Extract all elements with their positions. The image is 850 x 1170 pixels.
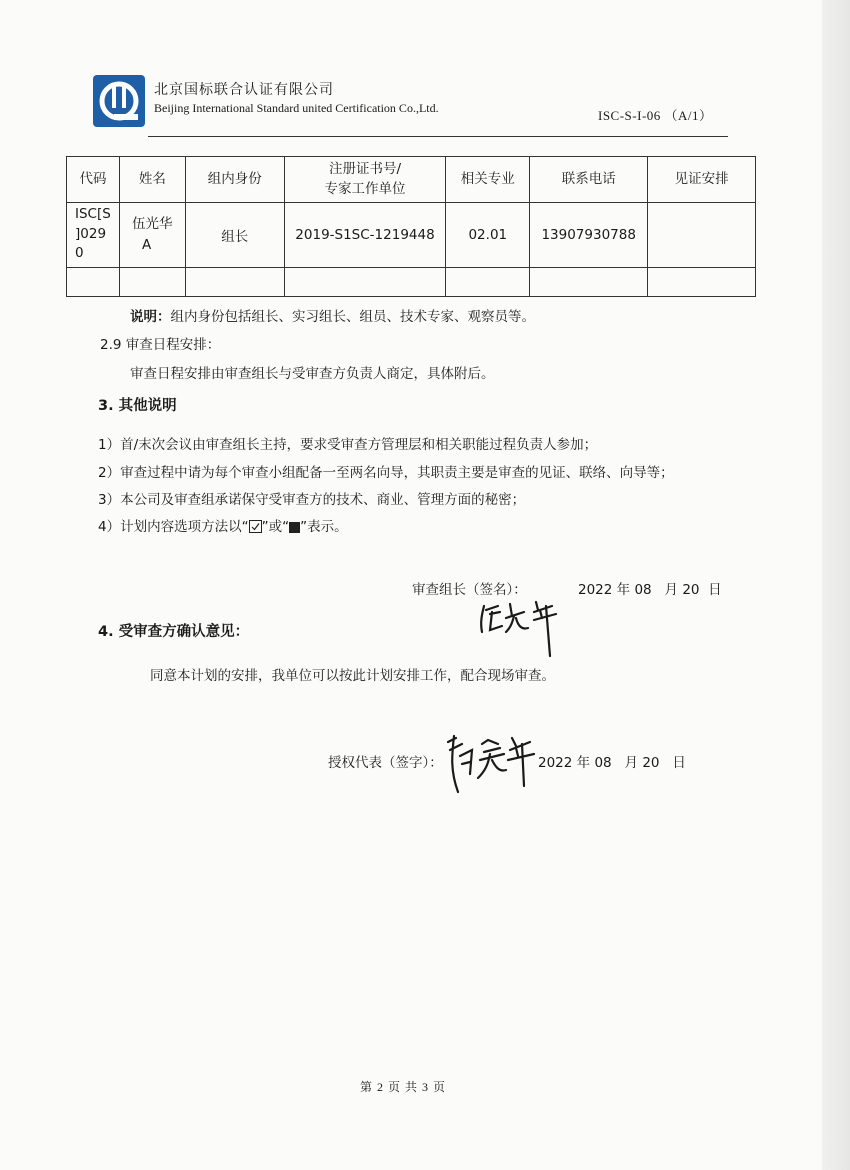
header-code: 代码 (67, 157, 120, 203)
leader-month: 08 (634, 582, 652, 598)
leader-sign-label: 审查组长（签名）： (412, 582, 527, 598)
checkbox-checked-icon (249, 520, 262, 533)
audit-team-table (66, 156, 756, 297)
section3-item-4 (98, 515, 348, 535)
rep-day-unit: 日 (672, 755, 686, 771)
item4-start: 4）计划内容选项方法以“ (98, 519, 249, 535)
table-row-empty (67, 267, 756, 296)
cell-phone: 13907930788 (530, 202, 648, 267)
schedule-body: 审查日程安排由审查组长与受审查方负责人商定，具体附后。 (130, 366, 495, 382)
header-specialty: 相关专业 (446, 157, 530, 203)
header-witness: 见证安排 (648, 157, 756, 203)
document-code: ISC-S-I-06 （A/1） (598, 108, 713, 123)
rep-year: 2022 (538, 755, 573, 771)
header-phone: 联系电话 (530, 157, 648, 203)
item4-end: ”表示。 (300, 519, 348, 535)
section4-title: 4. 受审查方确认意见： (98, 624, 250, 640)
table-header-row (67, 157, 756, 203)
company-name-cn: 北京国标联合认证有限公司 (154, 82, 334, 98)
leader-day: 20 (682, 582, 700, 598)
section3-item-1: 1）首/末次会议由审查组长主持，要求受审查方管理层和相关职能过程负责人参加； (98, 437, 598, 453)
code-line3: 0 (75, 245, 84, 262)
company-name-en: Beijing International Standard united Certification Co.,Ltd. (154, 101, 439, 115)
schedule-title: 2.9 审查日程安排： (100, 337, 221, 353)
cell-witness (648, 202, 756, 267)
leader-month-unit: 月 (664, 582, 679, 598)
rep-sign-date (538, 751, 686, 771)
name-line2: A (141, 236, 152, 253)
code-line2: ]029 (75, 225, 107, 242)
cell-role: 组长 (185, 202, 284, 267)
scan-edge (822, 0, 850, 1170)
name-line1: 伍光华 (131, 216, 173, 233)
leader-signature-icon (476, 596, 572, 660)
cell-name (119, 202, 185, 267)
note-label: 说明： (130, 309, 171, 325)
table-note (130, 305, 535, 325)
leader-year: 2022 (578, 582, 613, 598)
page-number: 第 2 页 共 3 页 (360, 1080, 447, 1094)
company-logo-icon (92, 74, 146, 128)
cell-specialty: 02.01 (446, 202, 530, 267)
section4-body: 同意本计划的安排，我单位可以按此计划安排工作，配合现场审查。 (150, 668, 555, 684)
leader-sign-date (578, 578, 722, 598)
note-text: 组内身份包括组长、实习组长、组员、技术专家、观察员等。 (170, 309, 535, 325)
rep-sign-label: 授权代表（签字）： (328, 755, 443, 771)
section3-item-3: 3）本公司及审查组承诺保守受审查方的技术、商业、管理方面的秘密； (98, 492, 526, 508)
section3-title: 3. 其他说明 (98, 398, 177, 414)
item4-mid: ”或“ (261, 519, 290, 535)
rep-month: 08 (594, 755, 612, 771)
header-name: 姓名 (119, 157, 185, 203)
table-row (67, 202, 756, 267)
leader-year-unit: 年 (616, 582, 631, 598)
header-registration-line1: 注册证书号/ (328, 161, 402, 177)
cell-code (67, 202, 120, 267)
code-line1: ISC[S (75, 206, 111, 223)
leader-day-unit: 日 (708, 582, 722, 598)
header-registration (284, 157, 446, 203)
section3-item-2: 2）审查过程中请为每个审查小组配备一至两名向导，其职责主要是审查的见证、联络、向导等； (98, 465, 674, 481)
header-divider (148, 136, 728, 137)
representative-signature-icon (438, 730, 542, 798)
cell-registration: 2019-S1SC-1219448 (284, 202, 446, 267)
rep-month-unit: 月 (624, 755, 639, 771)
rep-day: 20 (642, 755, 660, 771)
filled-square-icon (289, 522, 300, 533)
header-registration-line2: 专家工作单位 (324, 181, 406, 198)
rep-year-unit: 年 (576, 755, 591, 771)
header-role: 组内身份 (185, 157, 284, 203)
